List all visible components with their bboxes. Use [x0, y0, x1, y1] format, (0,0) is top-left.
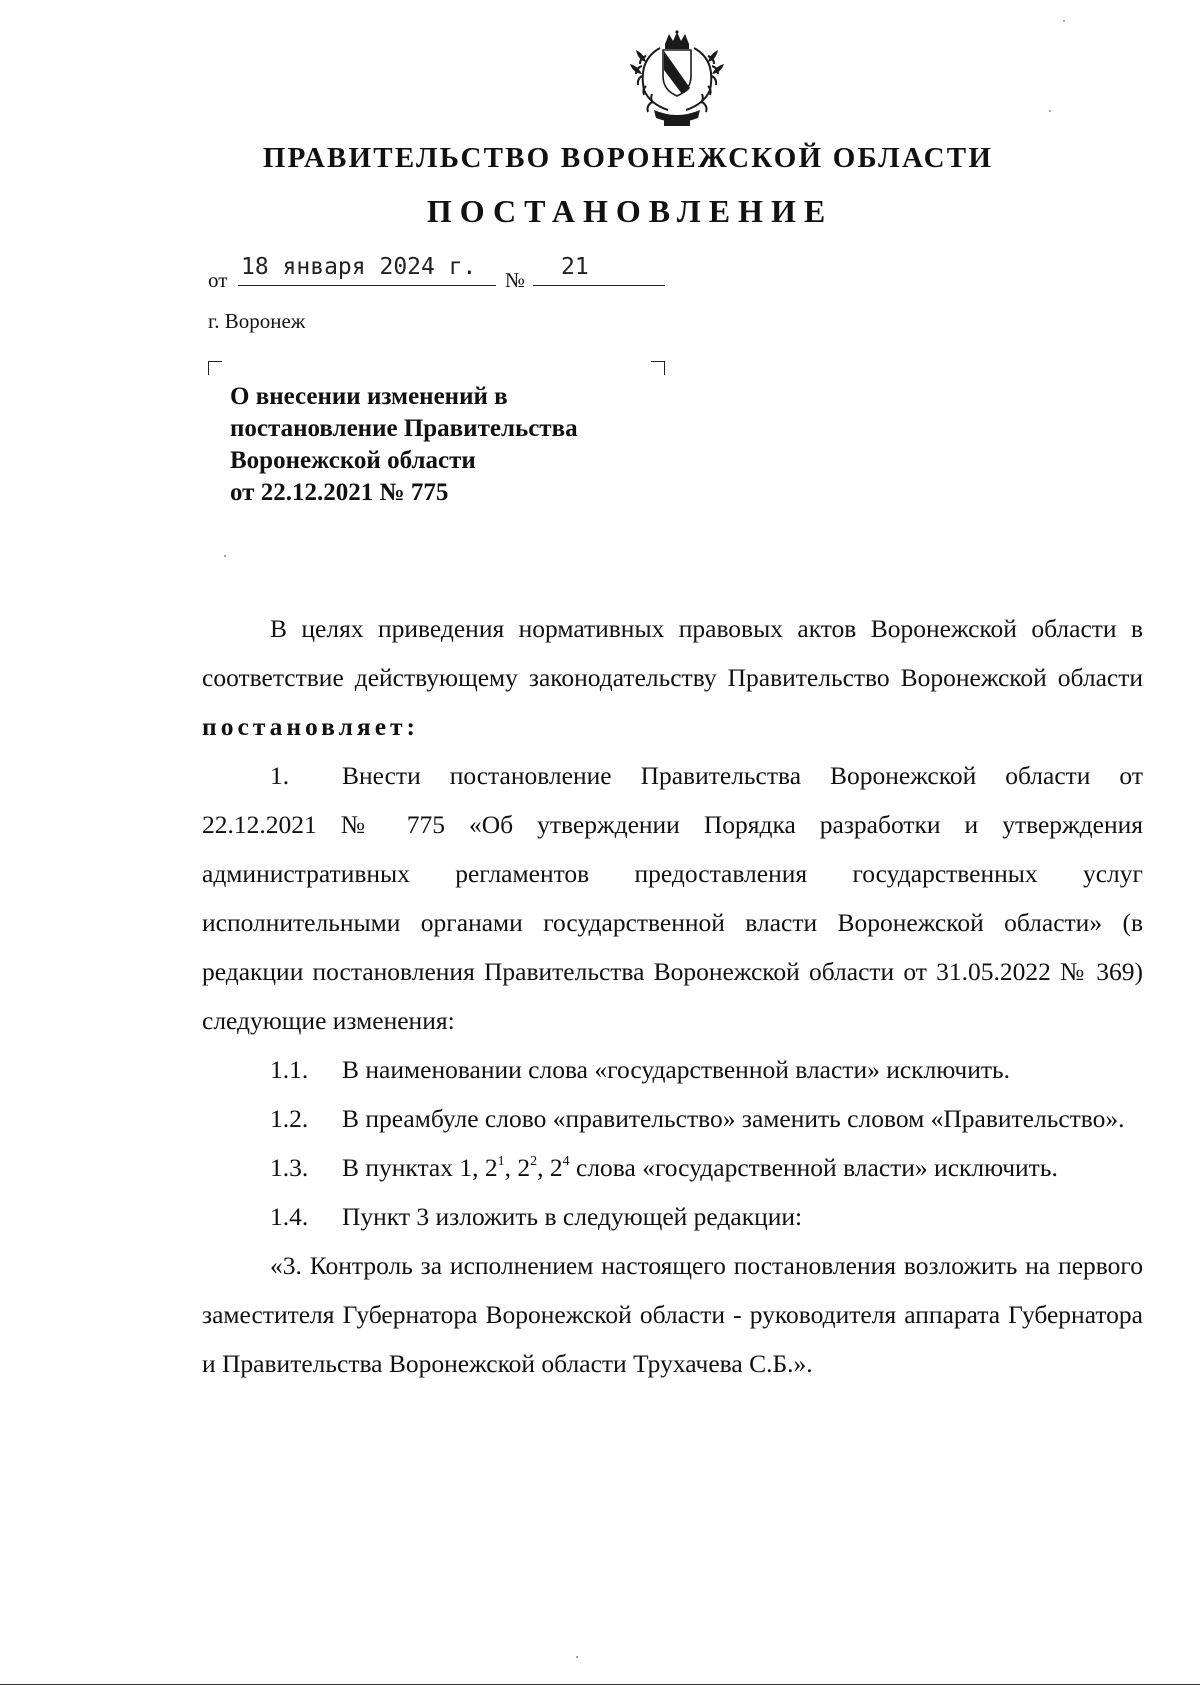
number-label: № [505, 268, 526, 292]
document-number: 21 [561, 254, 589, 280]
item-number: 1.2. [270, 1104, 309, 1133]
subject-line: О внесении изменений в [230, 383, 508, 410]
item-text: В наименовании слова «государственной власти» исключить. [342, 1055, 1010, 1084]
scan-speck [1063, 20, 1065, 22]
date-from-label: от [208, 268, 228, 292]
decree-word: постановляет: [202, 712, 420, 741]
document-body [202, 604, 1143, 1388]
subject-line: Воронежской области [230, 447, 476, 474]
scan-speck [576, 1656, 578, 1658]
document-date: 18 января 2024 г. [241, 254, 477, 280]
subject-corner-right [651, 361, 665, 375]
subject-line: от 22.12.2021 № 775 [230, 479, 449, 506]
date-number-line [208, 254, 668, 294]
number-underline [533, 285, 665, 286]
superscript: 1 [497, 1153, 505, 1169]
item-text-suffix: слова «государственной власти» исключить. [569, 1153, 1058, 1182]
item-number: 1.3. [270, 1153, 309, 1182]
subject-corner-left [208, 361, 222, 375]
item-text-sep: , 2 [537, 1153, 563, 1182]
item-text-prefix: В пунктах 1, 2 [342, 1153, 498, 1182]
scan-speck [224, 555, 226, 557]
preamble-paragraph [202, 604, 1143, 751]
item-text: Пункт 3 изложить в следующей редакции: [342, 1202, 803, 1231]
preamble-text: В целях приведения нормативных правовых актов Воронежской области в соответствие действующему законодательству Правительство Воронежской области [202, 614, 1143, 692]
item-text-sep: , 2 [504, 1153, 531, 1182]
item-text: В преамбуле слово «правительство» заменить словом «Правительство». [342, 1104, 1125, 1133]
item-text: Внести постановление Правительства Воронежской области от 22.12.2021 № 775 «Об утверждении Порядка разработки и утверждения административных регламентов предоставления государственных услуг исполнительными органами государственной власти Воронежской области» (в редакции постановления Правительства Воронежской области от 31.05.2022 № 369) следующие изменения: [202, 761, 1143, 1035]
city: г. Воронеж [208, 309, 306, 333]
document-subject [230, 381, 578, 509]
item-1 [202, 751, 1143, 1045]
organization-title: ПРАВИТЕЛЬСТВО ВОРОНЕЖСКОЙ ОБЛАСТИ [262, 142, 994, 174]
superscript: 4 [562, 1153, 570, 1169]
page-bottom-edge [0, 1684, 1200, 1685]
superscript: 2 [530, 1153, 538, 1169]
subject-line: постановление Правительства [230, 415, 578, 442]
quoted-paragraph: «3. Контроль за исполнением настоящего постановления возложить на первого заместителя Губернатора Воронежской области - руководителя аппарата Губернатора и Правительства Воронежской области Трухачева С.Б.». [202, 1251, 1143, 1378]
item-1-3 [202, 1143, 1143, 1192]
item-1-1 [202, 1045, 1143, 1094]
item-1-2 [202, 1094, 1143, 1143]
item-number: 1.1. [270, 1055, 309, 1084]
item-number: 1.4. [270, 1202, 309, 1231]
item-number: 1. [270, 761, 290, 790]
document-type-title: ПОСТАНОВЛЕНИЕ [426, 193, 834, 229]
coat-of-arms-icon [624, 30, 730, 130]
scan-speck [1049, 110, 1051, 112]
item-1-4 [202, 1192, 1143, 1241]
date-underline [238, 285, 496, 286]
